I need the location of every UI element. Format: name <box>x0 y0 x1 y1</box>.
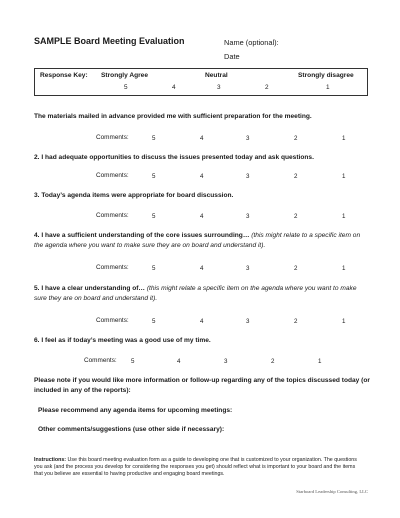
rating-2[interactable]: 2 <box>294 173 298 180</box>
key-number-4: 4 <box>172 84 176 91</box>
comments-label: Comments: <box>84 357 117 364</box>
footer-credit: Starboard Leadership Consulting, LLC <box>296 489 368 494</box>
recommend-prompt: Please recommend any agenda items for upcoming meetings: <box>38 407 233 414</box>
question-5-note: (this might relate a specific item on the agenda where you want to make sure they are on board and understand it). <box>34 285 357 302</box>
rating-3[interactable]: 3 <box>246 213 250 220</box>
question-2: 2. I had adequate opportunities to discuss the issues presented today and ask questions. <box>34 154 314 161</box>
rating-2[interactable]: 2 <box>271 358 275 365</box>
rating-3[interactable]: 3 <box>246 265 250 272</box>
date-field-label: Date <box>224 52 240 61</box>
rating-2[interactable]: 2 <box>294 265 298 272</box>
followup-prompt: Please note if you would like more information or follow-up regarding any of the topics discussed today (or included in any of the reports): <box>34 377 370 394</box>
rating-1[interactable]: 1 <box>318 358 322 365</box>
instructions-text: Use this board meeting evaluation form as a guide to developing one that is customized to your organization. The questions you ask (and the process you develop for considering the responses you get) should reflect what is important to your board and the items that you believe are essential to having productive and engaging board meetings. <box>34 457 357 477</box>
rating-4[interactable]: 4 <box>200 173 204 180</box>
comments-label: Comments: <box>96 317 129 324</box>
key-number-3: 3 <box>217 84 221 91</box>
other-comments-prompt: Other comments/suggestions (use other side if necessary): <box>38 426 225 433</box>
rating-4[interactable]: 4 <box>200 135 204 142</box>
rating-3[interactable]: 3 <box>246 135 250 142</box>
rating-3[interactable]: 3 <box>224 358 228 365</box>
name-field-label: Name (optional): <box>224 38 279 47</box>
key-number-2: 2 <box>265 84 269 91</box>
rating-4[interactable]: 4 <box>200 265 204 272</box>
rating-1[interactable]: 1 <box>342 265 346 272</box>
rating-4[interactable]: 4 <box>200 213 204 220</box>
rating-5[interactable]: 5 <box>152 265 156 272</box>
comments-label: Comments: <box>96 264 129 271</box>
neutral-label: Neutral <box>205 72 228 79</box>
page-title: SAMPLE Board Meeting Evaluation <box>34 36 185 46</box>
comments-label: Comments: <box>96 134 129 141</box>
rating-2[interactable]: 2 <box>294 213 298 220</box>
rating-5[interactable]: 5 <box>152 318 156 325</box>
question-5-text: 5. I have a clear understanding of… <box>34 285 147 292</box>
response-key-label: Response Key: <box>40 72 88 79</box>
rating-1[interactable]: 1 <box>342 213 346 220</box>
rating-5[interactable]: 5 <box>152 173 156 180</box>
rating-2[interactable]: 2 <box>294 135 298 142</box>
comments-label: Comments: <box>96 172 129 179</box>
question-4-text: 4. I have a sufficient understanding of the core issues surrounding… <box>34 232 252 239</box>
rating-3[interactable]: 3 <box>246 173 250 180</box>
question-4-note: (this might relate to a specific item on the agenda where you want to make sure they are on board and understand it). <box>34 232 361 249</box>
question-4 <box>34 231 370 250</box>
rating-4[interactable]: 4 <box>200 318 204 325</box>
question-5 <box>34 284 370 303</box>
rating-5[interactable]: 5 <box>131 358 135 365</box>
comments-label: Comments: <box>96 212 129 219</box>
rating-3[interactable]: 3 <box>246 318 250 325</box>
rating-2[interactable]: 2 <box>294 318 298 325</box>
rating-1[interactable]: 1 <box>342 135 346 142</box>
strongly-disagree-label: Strongly disagree <box>298 72 354 79</box>
question-3: 3. Today’s agenda items were appropriate for board discussion. <box>34 192 234 199</box>
rating-5[interactable]: 5 <box>152 213 156 220</box>
rating-1[interactable]: 1 <box>342 173 346 180</box>
question-1: The materials mailed in advance provided me with sufficient preparation for the meeting. <box>34 113 312 120</box>
instructions-label: Instructions: <box>34 457 67 463</box>
rating-1[interactable]: 1 <box>342 318 346 325</box>
rating-4[interactable]: 4 <box>177 358 181 365</box>
instructions <box>34 457 364 478</box>
strongly-agree-label: Strongly Agree <box>101 72 149 79</box>
key-number-1: 1 <box>326 84 330 91</box>
question-6: 6. I feel as if today’s meeting was a good use of my time. <box>34 337 211 344</box>
key-number-5: 5 <box>124 84 128 91</box>
rating-5[interactable]: 5 <box>152 135 156 142</box>
